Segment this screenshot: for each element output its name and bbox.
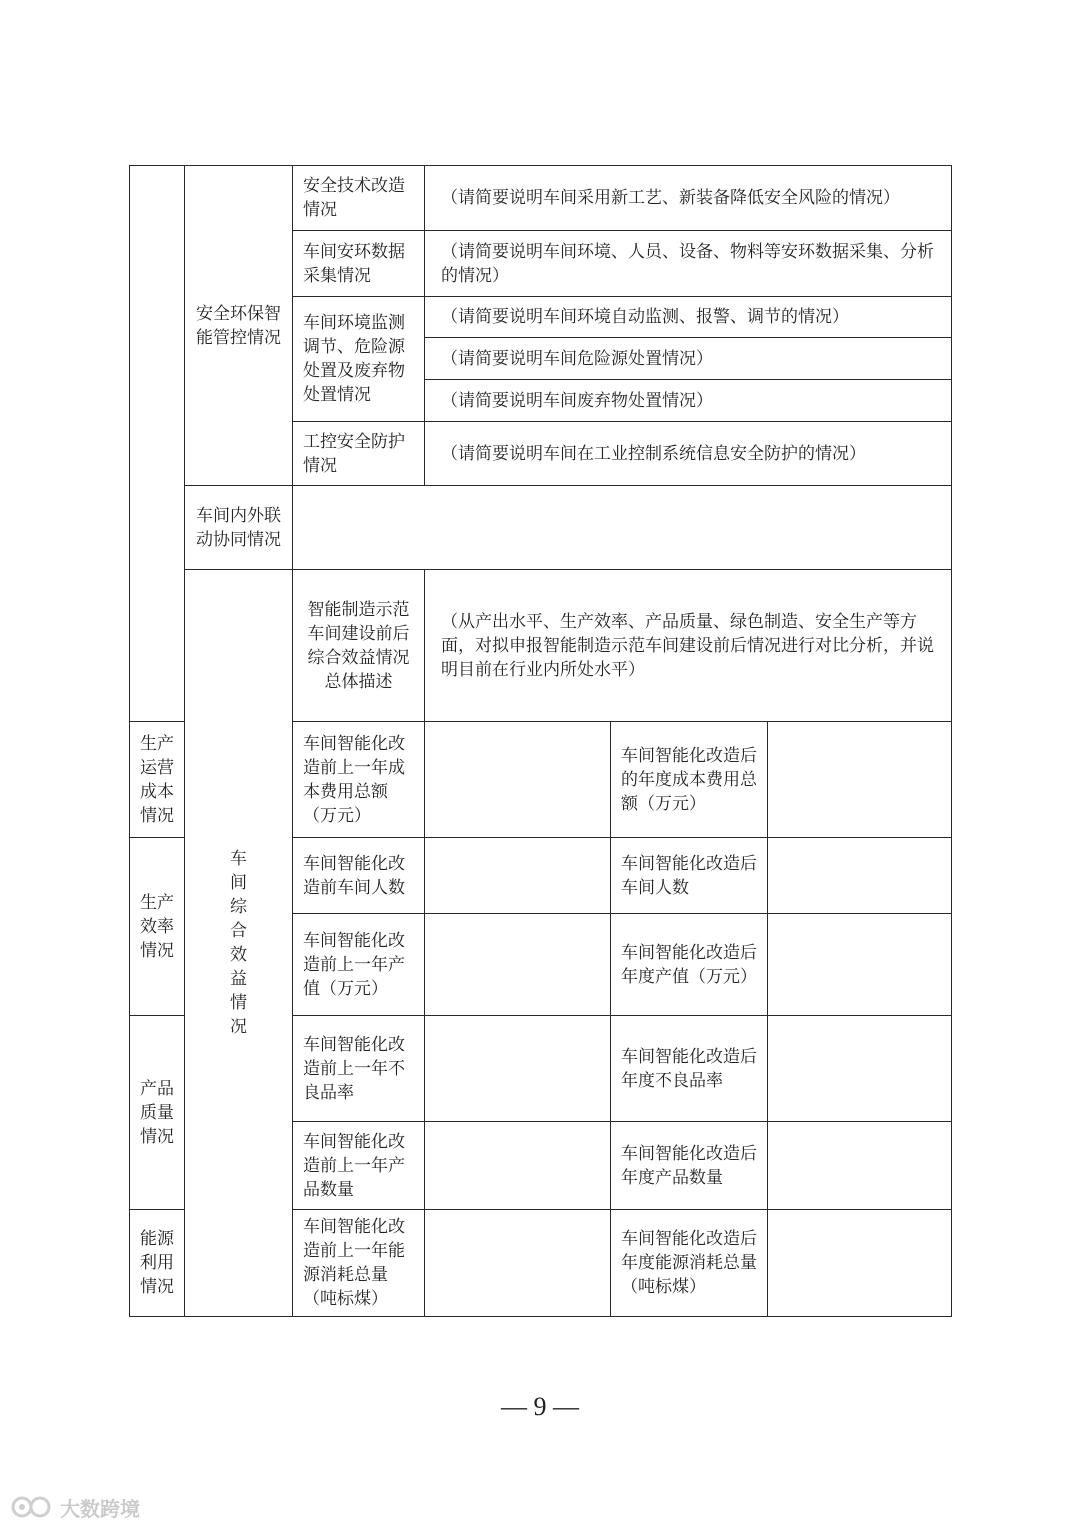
env-data-label: 车间安环数据采集情况 [293,231,425,297]
waste-desc[interactable]: （请简要说明车间废弃物处置情况） [425,380,952,422]
env-monitor-desc[interactable]: （请简要说明车间环境自动监测、报警、调节的情况） [425,297,952,338]
linkage-label: 车间内外联动协同情况 [185,486,293,570]
hazard-desc[interactable]: （请简要说明车间危险源处置情况） [425,338,952,380]
output-after-value[interactable] [768,914,952,1016]
output-before-value[interactable] [425,914,611,1016]
section-label-cell [130,166,185,722]
energy-before-label: 车间智能化改造前上一年能源消耗总量（吨标煤） [293,1210,425,1317]
quality-group-label: 产品质量情况 [130,1016,185,1210]
overall-desc[interactable]: （从产出水平、生产效率、产品质量、绿色制造、安全生产等方面，对拟申报智能制造示范车间建设前后情况进行对比分析，并说明目前在行业内所处水平） [425,570,952,722]
defect-after-label: 车间智能化改造后年度不良品率 [611,1016,768,1122]
staff-before-label: 车间智能化改造前车间人数 [293,838,425,914]
linkage-value[interactable] [293,486,952,570]
defect-after-value[interactable] [768,1016,952,1122]
staff-after-value[interactable] [768,838,952,914]
benefit-section-text: 车间综合效益情况 [230,849,247,1037]
watermark-text: 大数跨境 [60,1496,140,1521]
env-monitor-label: 车间环境监测调节、危险源处置及废弃物处置情况 [293,297,425,422]
safety-group-label: 安全环保智能管控情况 [185,166,293,486]
cost-after-value[interactable] [768,722,952,838]
staff-before-value[interactable] [425,838,611,914]
safety-tech-label: 安全技术改造情况 [293,166,425,231]
output-after-label: 车间智能化改造后年度产值（万元） [611,914,768,1016]
energy-after-label: 车间智能化改造后年度能源消耗总量（吨标煤） [611,1210,768,1317]
defect-before-value[interactable] [425,1016,611,1122]
energy-group-label: 能源利用情况 [130,1210,185,1317]
qty-before-value[interactable] [425,1122,611,1210]
cost-after-label: 车间智能化改造后的年度成本费用总额（万元） [611,722,768,838]
energy-before-value[interactable] [425,1210,611,1317]
cost-before-label: 车间智能化改造前上一年成本费用总额（万元） [293,722,425,838]
cost-group-label: 生产运营成本情况 [130,722,185,838]
defect-before-label: 车间智能化改造前上一年不良品率 [293,1016,425,1122]
env-data-desc[interactable]: （请简要说明车间环境、人员、设备、物料等安环数据采集、分析的情况） [425,231,952,297]
overall-label: 智能制造示范车间建设前后综合效益情况总体描述 [293,570,425,722]
page-number: — 9 — [501,1392,579,1421]
staff-after-label: 车间智能化改造后车间人数 [611,838,768,914]
cost-before-value[interactable] [425,722,611,838]
safety-tech-desc[interactable]: （请简要说明车间采用新工艺、新装备降低安全风险的情况） [425,166,952,231]
qty-before-label: 车间智能化改造前上一年产品数量 [293,1122,425,1210]
benefit-section-label [185,570,293,1317]
energy-after-value[interactable] [768,1210,952,1317]
output-before-label: 车间智能化改造前上一年产值（万元） [293,914,425,1016]
watermark [10,1492,140,1522]
ics-label: 工控安全防护情况 [293,422,425,486]
qty-after-value[interactable] [768,1122,952,1210]
efficiency-group-label: 生产效率情况 [130,838,185,1016]
ics-desc[interactable]: （请简要说明车间在工业控制系统信息安全防护的情况） [425,422,952,486]
application-form-table [129,165,952,1317]
qty-after-label: 车间智能化改造后年度产品数量 [611,1122,768,1210]
watermark-logo-icon [10,1495,56,1519]
